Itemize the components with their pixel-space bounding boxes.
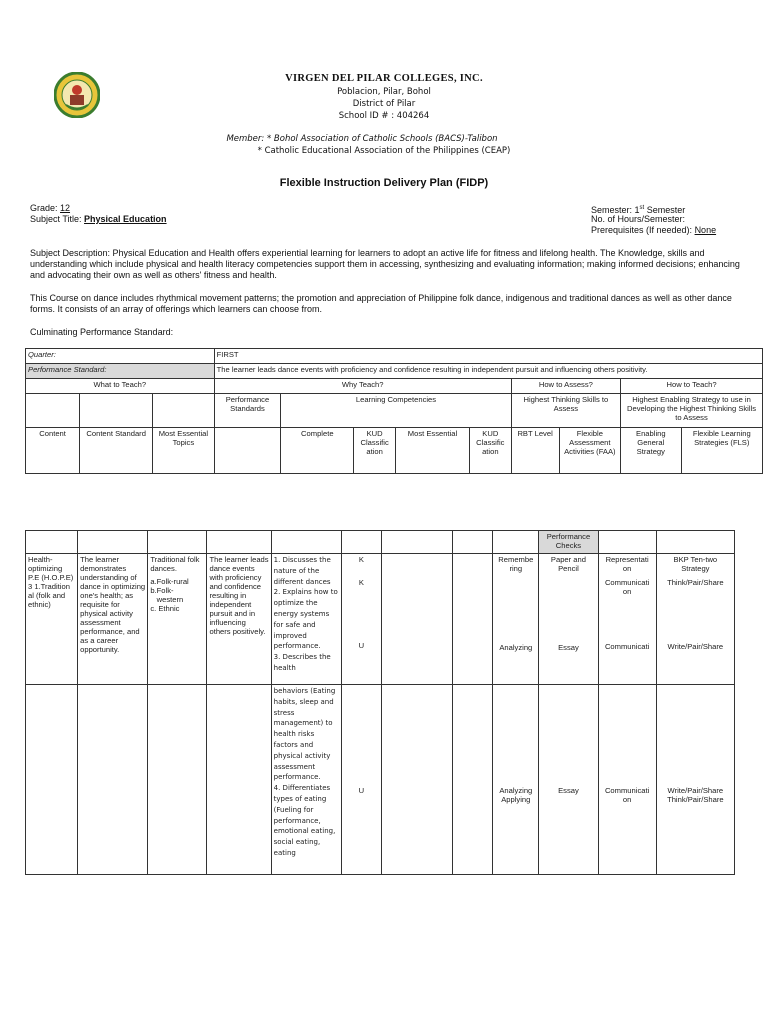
col-rbt-level: RBT Level [511, 428, 559, 474]
col-enabling-general-strategy: Enabling General Strategy [621, 428, 681, 474]
row1-faa: Paper and Pencil Essay [539, 554, 598, 685]
col-content: Content [26, 428, 80, 474]
row1-content: Health-optimizing P.E (H.O.P.E) 3 1.Tradition al (folk and ethnic) [26, 554, 78, 685]
fidp-content-table [25, 530, 735, 875]
table-row [26, 685, 735, 875]
fidp-header-table [25, 348, 763, 474]
group-how-to-assess: How to Assess? [511, 379, 620, 394]
sub-learning-competencies: Learning Competencies [281, 394, 511, 428]
col-kud-classification-2: KUD Classific ation [469, 428, 511, 474]
prereq-value: None [694, 225, 717, 235]
grade-line: Grade: 12 [30, 203, 71, 213]
col-content-standard: Content Standard [80, 428, 153, 474]
performance-standard-value: The learner leads dance events with proficiency and confidence resulting in independent pursuit and influencing others positivity. [214, 364, 762, 379]
row1-kud: K K U [341, 554, 381, 685]
row1-performance-standard: The learner leads dance events with proficiency and confidence resulting in independent pursuit and in influencing others positively. [207, 554, 271, 685]
quarter-value: FIRST [214, 349, 762, 364]
row1-competencies: 1. Discusses the nature of the different dances 2. Explains how to optimize the energy systems for safe and improved performance. 3. Describes the health [271, 554, 341, 685]
group-what-to-teach: What to Teach? [26, 379, 215, 394]
row2-egs: Communicati on [604, 786, 650, 804]
row1-fls: BKP Ten-two Strategy Think/Pair/Share Write/Pair/Share [656, 554, 734, 685]
group-how-to-teach: How to Teach? [621, 379, 763, 394]
row2-competencies: behaviors (Eating habits, sleep and stress management) to health risks factors and physical activity assessment performance. 4. Differentiates types of eating (Fueling for performance, emotional eating, social eating, eating [271, 685, 341, 875]
performance-standard-label: Performance Standard: [26, 364, 215, 379]
col-kud-classification: KUD Classific ation [354, 428, 396, 474]
quarter-label: Quarter: [26, 349, 215, 364]
course-description: This Course on dance includes rhythmical movement patterns; the promotion and appreciation of Philippine folk dance, indigenous and traditional dances as well as other dance forms. It consists of an array of offerings which learners can choose from. [30, 293, 732, 314]
row2-fls: Write/Pair/Share Think/Pair/Share [667, 786, 724, 804]
school-name: VIRGEN DEL PILAR COLLEGES, INC. [285, 73, 483, 84]
row1-egs: Representati on Communicati on Communicati [598, 554, 656, 685]
col-most-essential: Most Essential [395, 428, 469, 474]
prereq-line: Prerequisites (If needed): None [591, 225, 717, 235]
subject-description: Subject Description: Physical Education and Health offers experiential learning for learners to adopt an active life for fitness and lifelong health. The Knowledge, skills and understanding which include physical and health literacy competencies support them in accessing, synthesizing and evaluating information; making informed decisions; enhancing and advocating their own as well as others' fitness and health. [30, 248, 740, 280]
col-complete: Complete [281, 428, 354, 474]
row1-topics: Traditional folk dances. a.Folk-rural b.Folk- western c. Ethnic [148, 554, 207, 685]
school-address: Poblacion, Pilar, Bohol [337, 87, 431, 97]
hours-line: No. of Hours/Semester: [591, 214, 686, 224]
group-why-teach: Why Teach? [214, 379, 511, 394]
member-line-1: Member: * Bohol Association of Catholic Schools (BACS)-Talibon [226, 134, 498, 144]
subject-line: Subject Title: Physical Education [30, 214, 167, 224]
sub-highest-enabling-strategy: Highest Enabling Strategy to use in Developing the Highest Thinking Skills to Assess [621, 394, 763, 428]
col-flexible-learning-strategies: Flexible Learning Strategies (FLS) [681, 428, 762, 474]
sub-performance-standards: Performance Standards [214, 394, 281, 428]
school-id: School ID # : 404264 [338, 111, 430, 121]
col-most-essential-topics: Most Essential Topics [153, 428, 214, 474]
row2-faa: Essay [558, 786, 579, 795]
grade-value: 12 [60, 203, 71, 213]
table-row [26, 554, 735, 685]
subject-value: Physical Education [84, 214, 167, 224]
row1-content-standard: The learner demonstrates understanding of dance in optimizing one's health; as requisite for physical activity assessment performance, and as a career opportunity. [78, 554, 148, 685]
culminating-standard: Culminating Performance Standard: [30, 327, 174, 337]
member-line-2: * Catholic Educational Association of the Philippines (CEAP) [257, 146, 511, 156]
sub-highest-thinking-skills: Highest Thinking Skills to Assess [511, 394, 620, 428]
semester-line: Semester: 1st Semester [591, 205, 686, 215]
performance-checks: Performance Checks [539, 531, 598, 554]
document-title: Flexible Instruction Delivery Plan (FIDP) [279, 177, 489, 189]
col-flexible-assessment: Flexible Assessment Activities (FAA) [559, 428, 620, 474]
row2-kud: U [358, 786, 365, 795]
school-district: District of Pilar [352, 99, 416, 109]
row2-rbt: Analyzing Applying [499, 786, 533, 804]
row1-rbt: Remembe ring Analyzing [493, 554, 539, 685]
